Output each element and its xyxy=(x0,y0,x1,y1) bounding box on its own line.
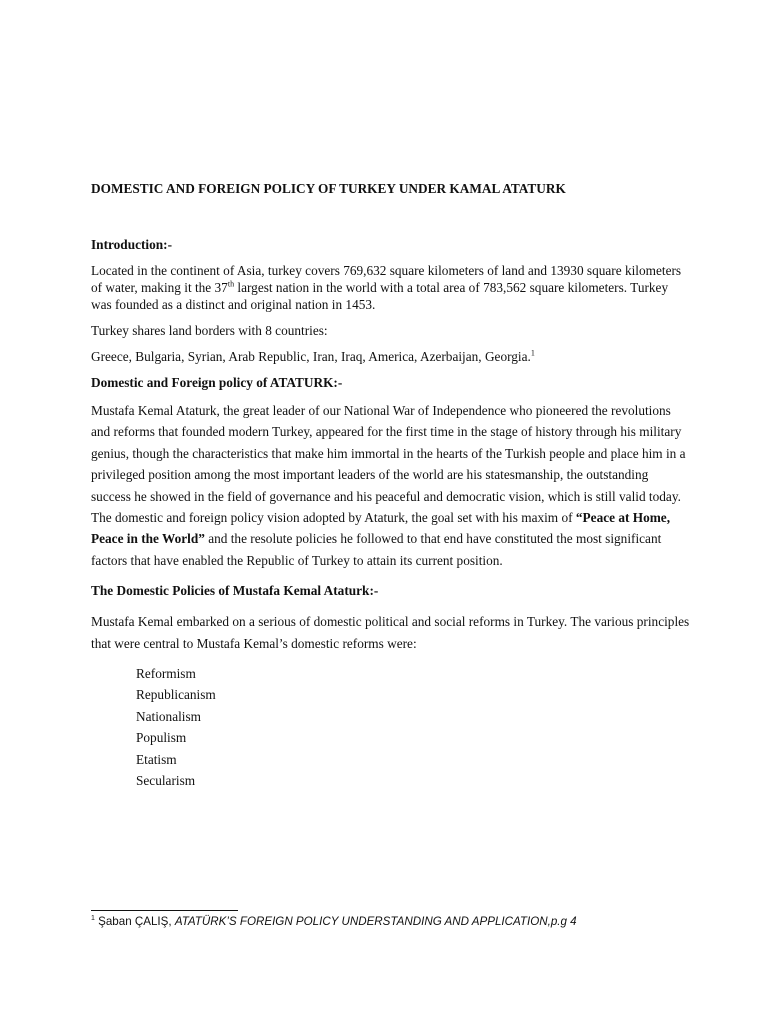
footnote-work-title: ATATÜRK’S FOREIGN POLICY UNDERSTANDING AND APPLICATION,p.g 4 xyxy=(174,915,577,928)
domestic-policies-paragraph: Mustafa Kemal embarked on a serious of domestic political and social reforms in Turkey. The various principles that were central to Mustafa Kemal’s domestic reforms were: xyxy=(91,614,690,651)
introduction-paragraph-1-text-a: Located in the continent of Asia, turkey covers 769,632 square kilometers of land and 13930 square kilometers of water, making it the 37 xyxy=(91,263,682,295)
footnote-author: Şaban ÇALIŞ, xyxy=(94,915,175,928)
introduction-paragraph-3 xyxy=(91,348,691,365)
policy-paragraph-text-b: and the resolute policies he followed to that end have constituted the most significant factors that have enabled the Republic of Turkey to attain its current position. xyxy=(91,531,662,568)
bordering-countries-text: Greece, Bulgaria, Syrian, Arab Republic, Iran, Iraq, America, Azerbaijan, Georgia. xyxy=(91,349,531,364)
list-item: Nationalism xyxy=(136,708,201,724)
list-item: Reformism xyxy=(136,666,196,682)
footnote-reference: 1 xyxy=(530,348,535,358)
footnote xyxy=(91,914,691,930)
policy-paragraph xyxy=(91,400,691,571)
policy-paragraph-text-a: Mustafa Kemal Ataturk, the great leader of our National War of Independence who pioneered the revolutions and reforms that founded modern Turkey, appeared for the first time in the stage of history through his military genius, though the characteristics that make him immortal in the hearts of the Turkish people and place him in a privileged position among the most important leaders of the world are his statesmanship, the outstanding success he showed in the field of governance and his peaceful and democratic vision, which is still valid today. The domestic and foreign policy vision adopted by Ataturk, the goal set with his maxim of xyxy=(91,403,686,526)
introduction-heading: Introduction:- xyxy=(91,237,173,252)
introduction-paragraph-1-text-b: largest nation in the world with a total area of 783,562 square kilometers. Turkey was founded as a distinct and original nation in 1453. xyxy=(91,280,669,312)
document-body xyxy=(91,181,691,792)
list-item: Secularism xyxy=(136,773,196,789)
policy-maxim: “Peace at Home, Peace in the World” xyxy=(91,510,671,547)
policy-heading: Domestic and Foreign policy of ATATURK:- xyxy=(91,375,343,390)
footnote-marker: 1 xyxy=(91,915,95,923)
footnote-separator xyxy=(91,910,238,911)
principles-list xyxy=(91,663,691,791)
introduction-paragraph-1 xyxy=(91,262,691,313)
list-item: Etatism xyxy=(136,751,177,767)
document-title: DOMESTIC AND FOREIGN POLICY OF TURKEY UNDER KAMAL ATATURK xyxy=(91,181,566,196)
list-item: Republicanism xyxy=(136,687,216,703)
list-item: Populism xyxy=(136,730,187,746)
introduction-paragraph-2: Turkey shares land borders with 8 countries: xyxy=(91,323,328,338)
domestic-policies-heading: The Domestic Policies of Mustafa Kemal Ataturk:- xyxy=(91,583,379,599)
ordinal-superscript: th xyxy=(227,279,235,289)
